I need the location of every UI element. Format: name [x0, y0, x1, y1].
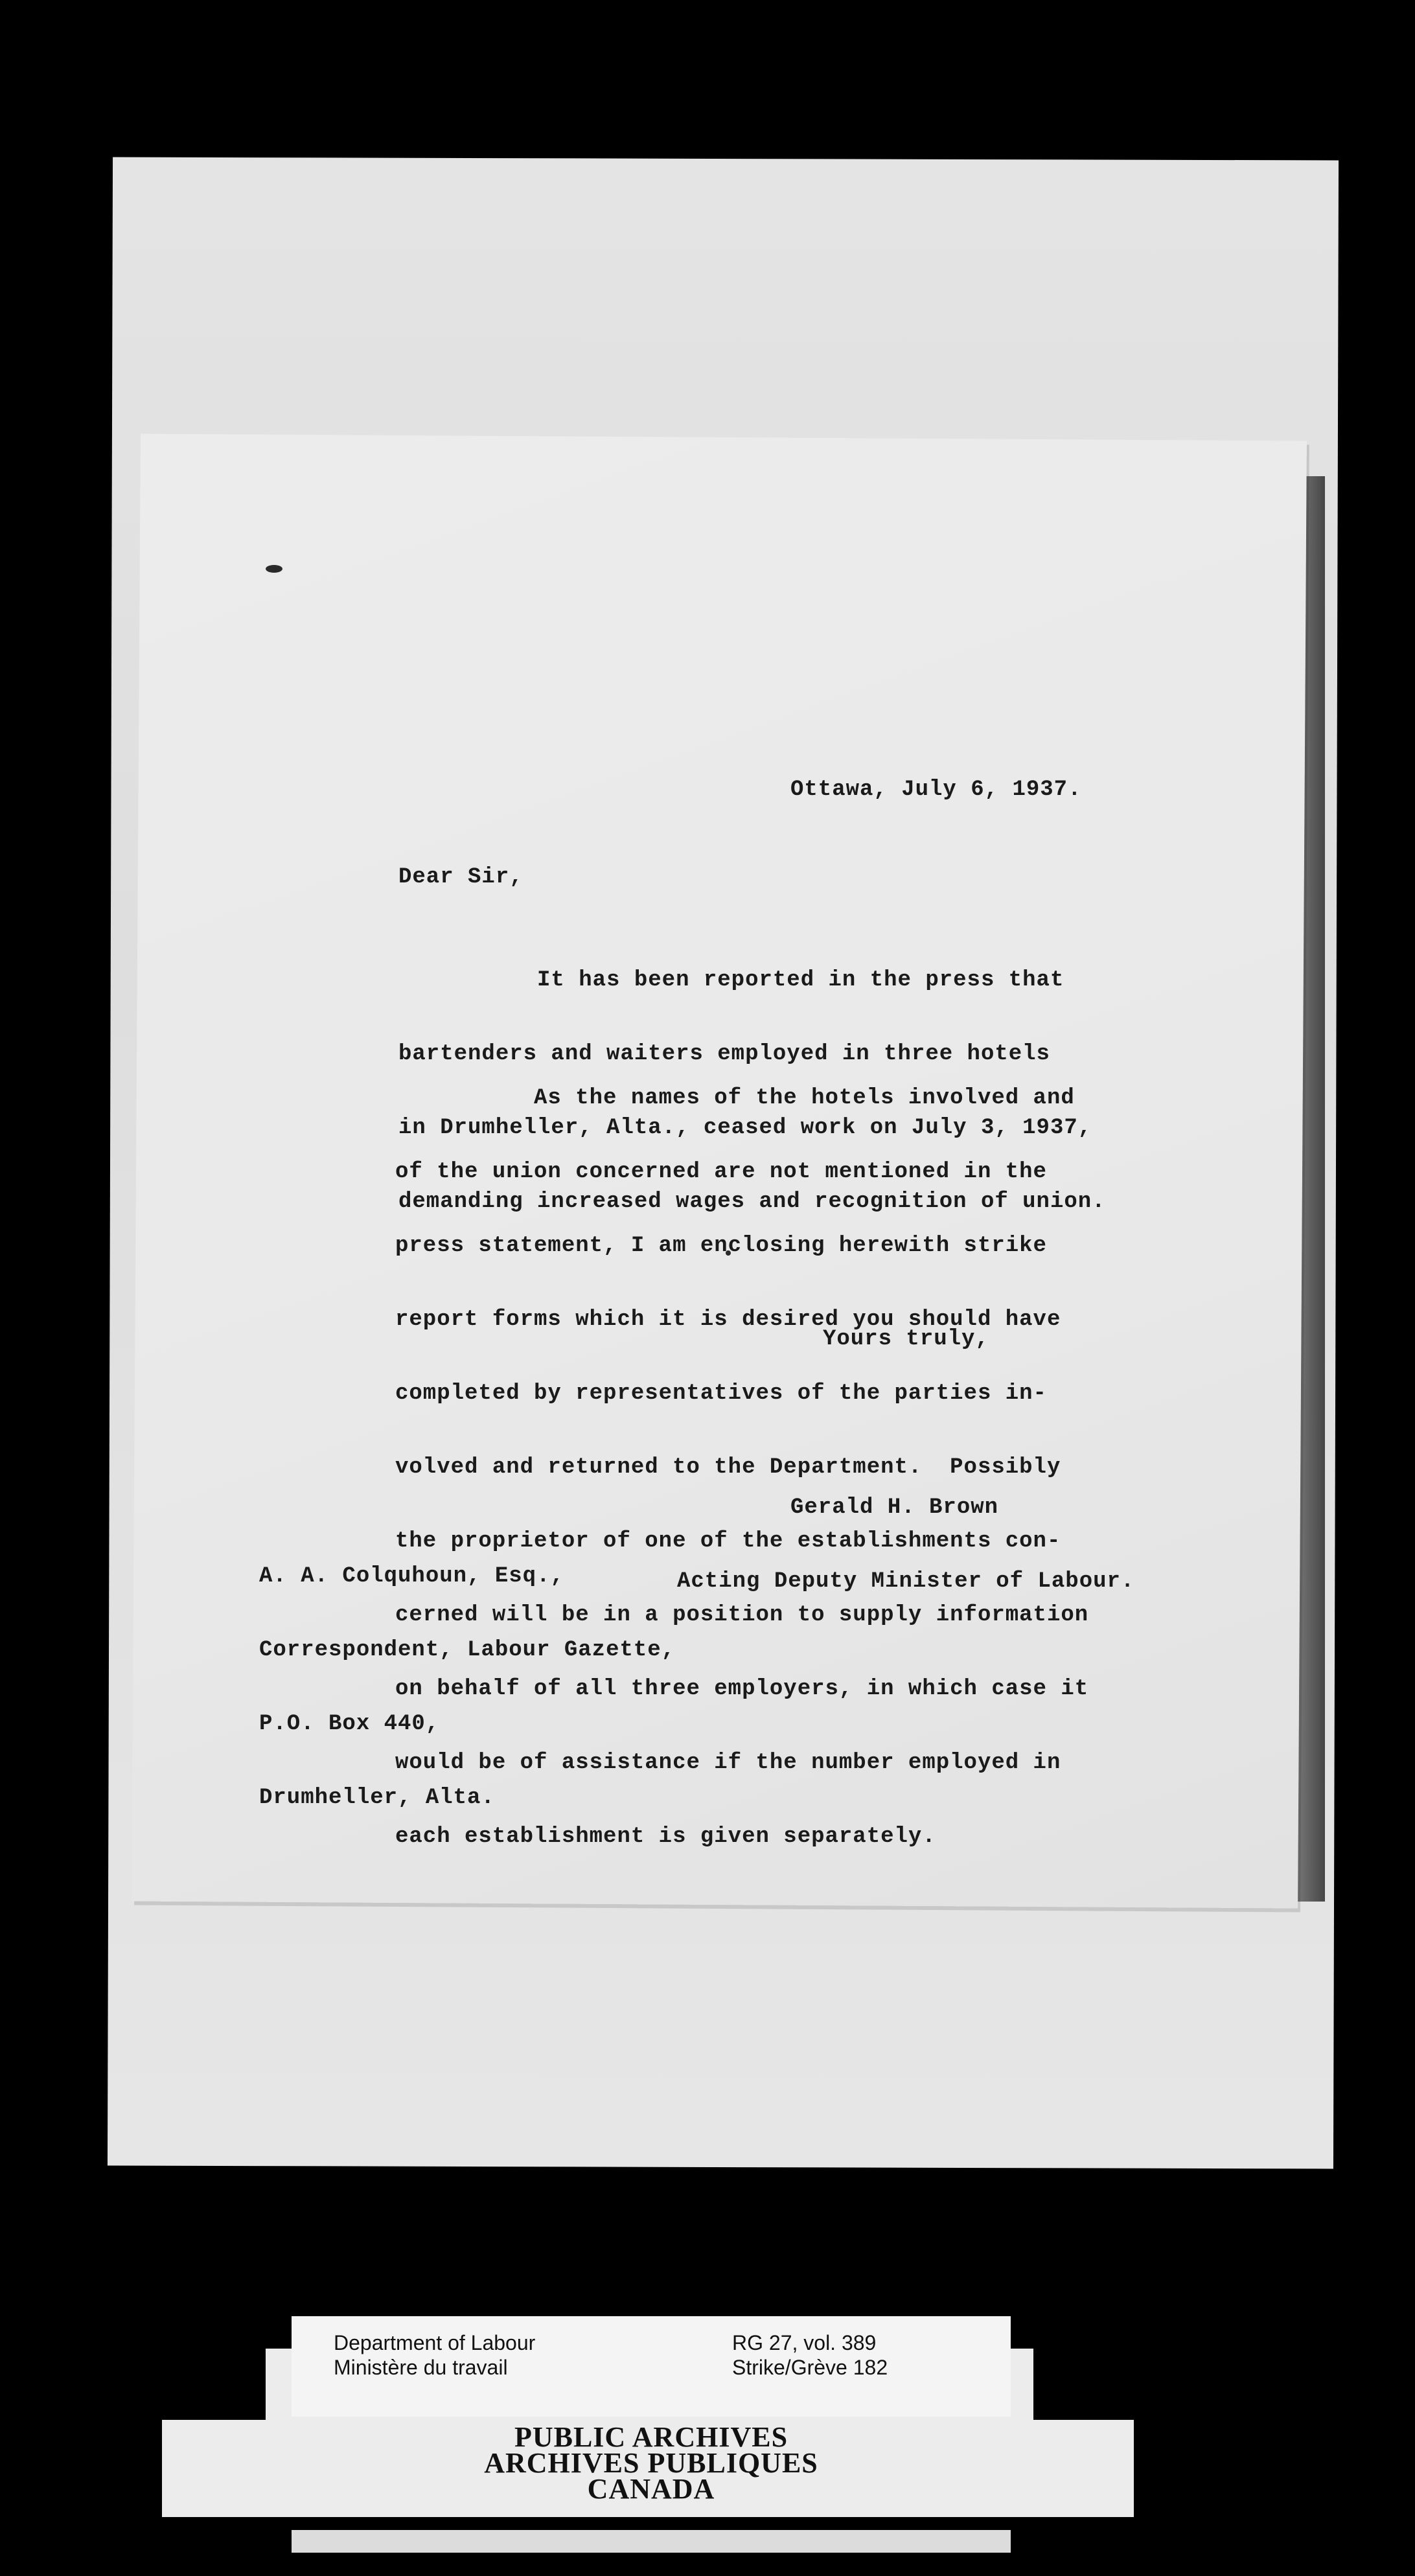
paragraph-line: As the names of the hotels involved and — [395, 1086, 1075, 1110]
paragraph-line: demanding increased wages and recognition of union. — [398, 1190, 1106, 1214]
paragraph-line: volved and returned to the Department. Possibly — [395, 1455, 1061, 1480]
stamp-line: ARCHIVES PUBLIQUES — [484, 2447, 818, 2479]
department-en: Department of Labour — [334, 2331, 536, 2354]
archive-reference — [732, 2330, 888, 2380]
salutation: Dear Sir, — [398, 865, 523, 890]
paragraph-line: It has been reported in the press that — [398, 968, 1064, 993]
department-fr: Ministère du travail — [334, 2356, 508, 2379]
paragraph-line: completed by representatives of the parties in- — [395, 1381, 1047, 1406]
address-line: Drumheller, Alta. — [259, 1786, 495, 1810]
recipient-address — [259, 1515, 675, 1859]
address-line: A. A. Colquhoun, Esq., — [259, 1564, 564, 1589]
record-group: RG 27, vol. 389 — [732, 2331, 877, 2354]
file-number: Strike/Grève 182 — [732, 2356, 888, 2379]
label-notch — [162, 2349, 266, 2420]
paragraph-line: of the union concerned are not mentioned in the — [395, 1160, 1047, 1184]
paragraph-line: in Drumheller, Alta., ceased work on July 3, 1937, — [398, 1116, 1092, 1140]
signature-block — [677, 1446, 1134, 1643]
address-line: Correspondent, Labour Gazette, — [259, 1638, 676, 1662]
ink-speck — [266, 565, 282, 573]
label-bottom-strip — [292, 2530, 1011, 2553]
letter-date: Ottawa, July 6, 1937. — [790, 777, 1082, 802]
paragraph-line: press statement, I am enclosing herewith strike — [395, 1234, 1047, 1258]
address-line: P.O. Box 440, — [259, 1712, 440, 1736]
stamp-line: CANADA — [587, 2473, 715, 2505]
department-names — [334, 2330, 535, 2380]
paragraph-line: the proprietor of one of the establishments con- — [395, 1529, 1061, 1554]
paragraph-line: each establishment is given separately. — [395, 1824, 936, 1849]
paragraph-line: on behalf of all three employers, in which case it — [395, 1677, 1089, 1701]
closing: Yours truly, — [823, 1327, 989, 1351]
paragraph-line: cerned will be in a position to supply information — [395, 1603, 1089, 1627]
paragraph-line: report forms which it is desired you should have — [395, 1307, 1061, 1332]
stamp-line: PUBLIC ARCHIVES — [514, 2421, 788, 2453]
signer-name: Gerald H. Brown — [790, 1495, 999, 1520]
paragraph-line: would be of assistance if the number employed in — [395, 1751, 1061, 1775]
signer-title: Acting Deputy Minister of Labour. — [677, 1569, 1135, 1594]
public-archives-stamp — [292, 2421, 1011, 2505]
label-notch — [1033, 2349, 1134, 2420]
paragraph-line: bartenders and waiters employed in three hotels — [398, 1042, 1050, 1066]
